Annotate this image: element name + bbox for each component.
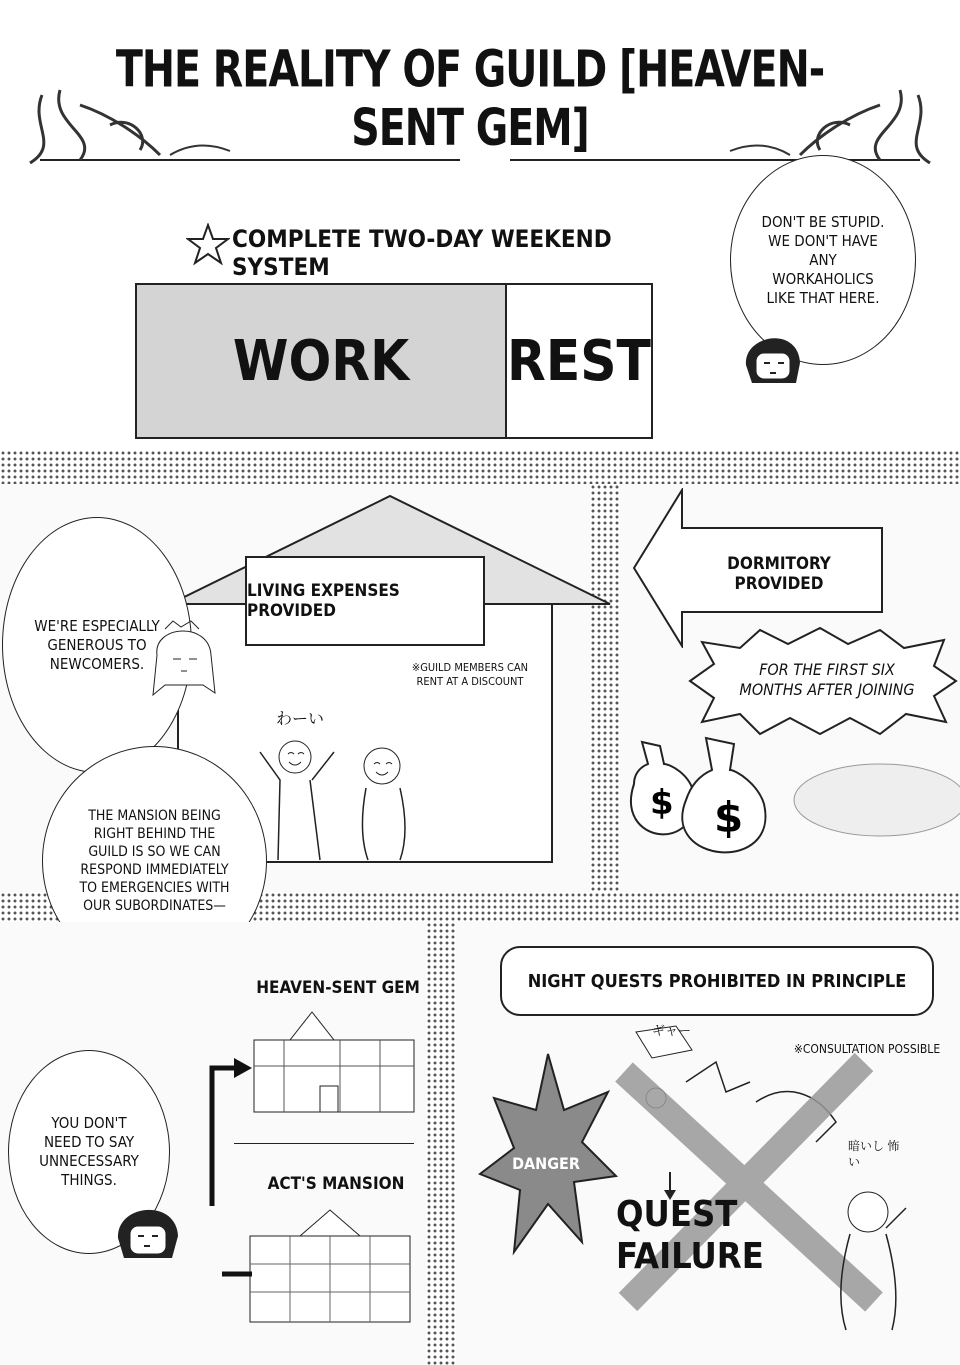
guild-label: HEAVEN-SENT GEM	[256, 978, 420, 998]
maid-character-icon	[145, 615, 225, 700]
bracket-end	[222, 1269, 252, 1279]
cheer-sfx: わーい	[276, 709, 325, 728]
character-face-icon	[112, 1196, 184, 1260]
discount-note: ※GUILD MEMBERS CAN RENT AT A DISCOUNT	[411, 661, 529, 688]
night-panel	[456, 922, 960, 1365]
speech-bubble-mansion: THE MANSION BEING RIGHT BEHIND THE GUILD IS SO WE CAN RESPOND IMMEDIATELY TO EMERGENCIES WITH OUR SUBORDINATES—	[42, 746, 267, 976]
danger-label: DANGER	[512, 1154, 580, 1173]
bracket-arrow-icon	[202, 1058, 252, 1208]
night-quests-heading: NIGHT QUESTS PROHIBITED IN PRINCIPLE	[500, 946, 934, 1016]
weekend-heading: COMPLETE TWO-DAY WEEKEND SYSTEM	[232, 225, 612, 281]
happy-figures-icon	[250, 732, 420, 862]
work-rest-bar	[135, 283, 653, 439]
screentone-divider	[426, 922, 456, 1365]
dollar-sign: $	[650, 783, 674, 823]
scream-sfx: ギャー	[652, 1024, 692, 1039]
dormitory-panel	[620, 484, 960, 892]
living-expenses-box: LIVING EXPENSES PROVIDED	[245, 556, 485, 646]
screentone-divider	[0, 450, 960, 484]
scared-figure-icon	[826, 1172, 946, 1332]
dollar-sign: $	[714, 793, 744, 842]
quest-failure-line2: FAILURE	[616, 1236, 764, 1277]
consultation-note: ※CONSULTATION POSSIBLE	[793, 1042, 941, 1056]
rest-segment: REST	[507, 285, 651, 437]
money-bags-icon	[620, 724, 960, 874]
work-segment: WORK	[137, 285, 507, 437]
weekend-panel	[0, 175, 960, 450]
mansion-building-icon	[240, 1206, 420, 1326]
quest-failure	[616, 1194, 764, 1278]
star-icon	[186, 223, 230, 267]
speech-bubble-workaholics: DON'T BE STUPID. WE DON'T HAVE ANY WORKAHOLICS LIKE THAT HERE.	[730, 155, 916, 365]
dark-scary-sfx: 暗いし 怖い	[848, 1139, 900, 1169]
quest-failure-line1: QUEST	[616, 1194, 738, 1235]
speech-bubble-unnecessary: YOU DON'T NEED TO SAY UNNECESSARY THINGS.	[8, 1050, 170, 1254]
burst-text: FOR THE FIRST SIX MONTHS AFTER JOINING	[739, 660, 915, 699]
divider-line	[234, 1143, 414, 1144]
character-face-icon	[738, 325, 808, 387]
page-title: THE REALITY OF GUILD [HEAVEN-SENT GEM]	[115, 40, 825, 158]
dormitory-label: DORMITORY PROVIDED	[727, 554, 831, 594]
speech-bubble-newcomers: WE'RE ESPECIALLY GENEROUS TO NEWCOMERS.	[2, 517, 192, 773]
mansion-label: ACT'S MANSION	[267, 1174, 405, 1194]
